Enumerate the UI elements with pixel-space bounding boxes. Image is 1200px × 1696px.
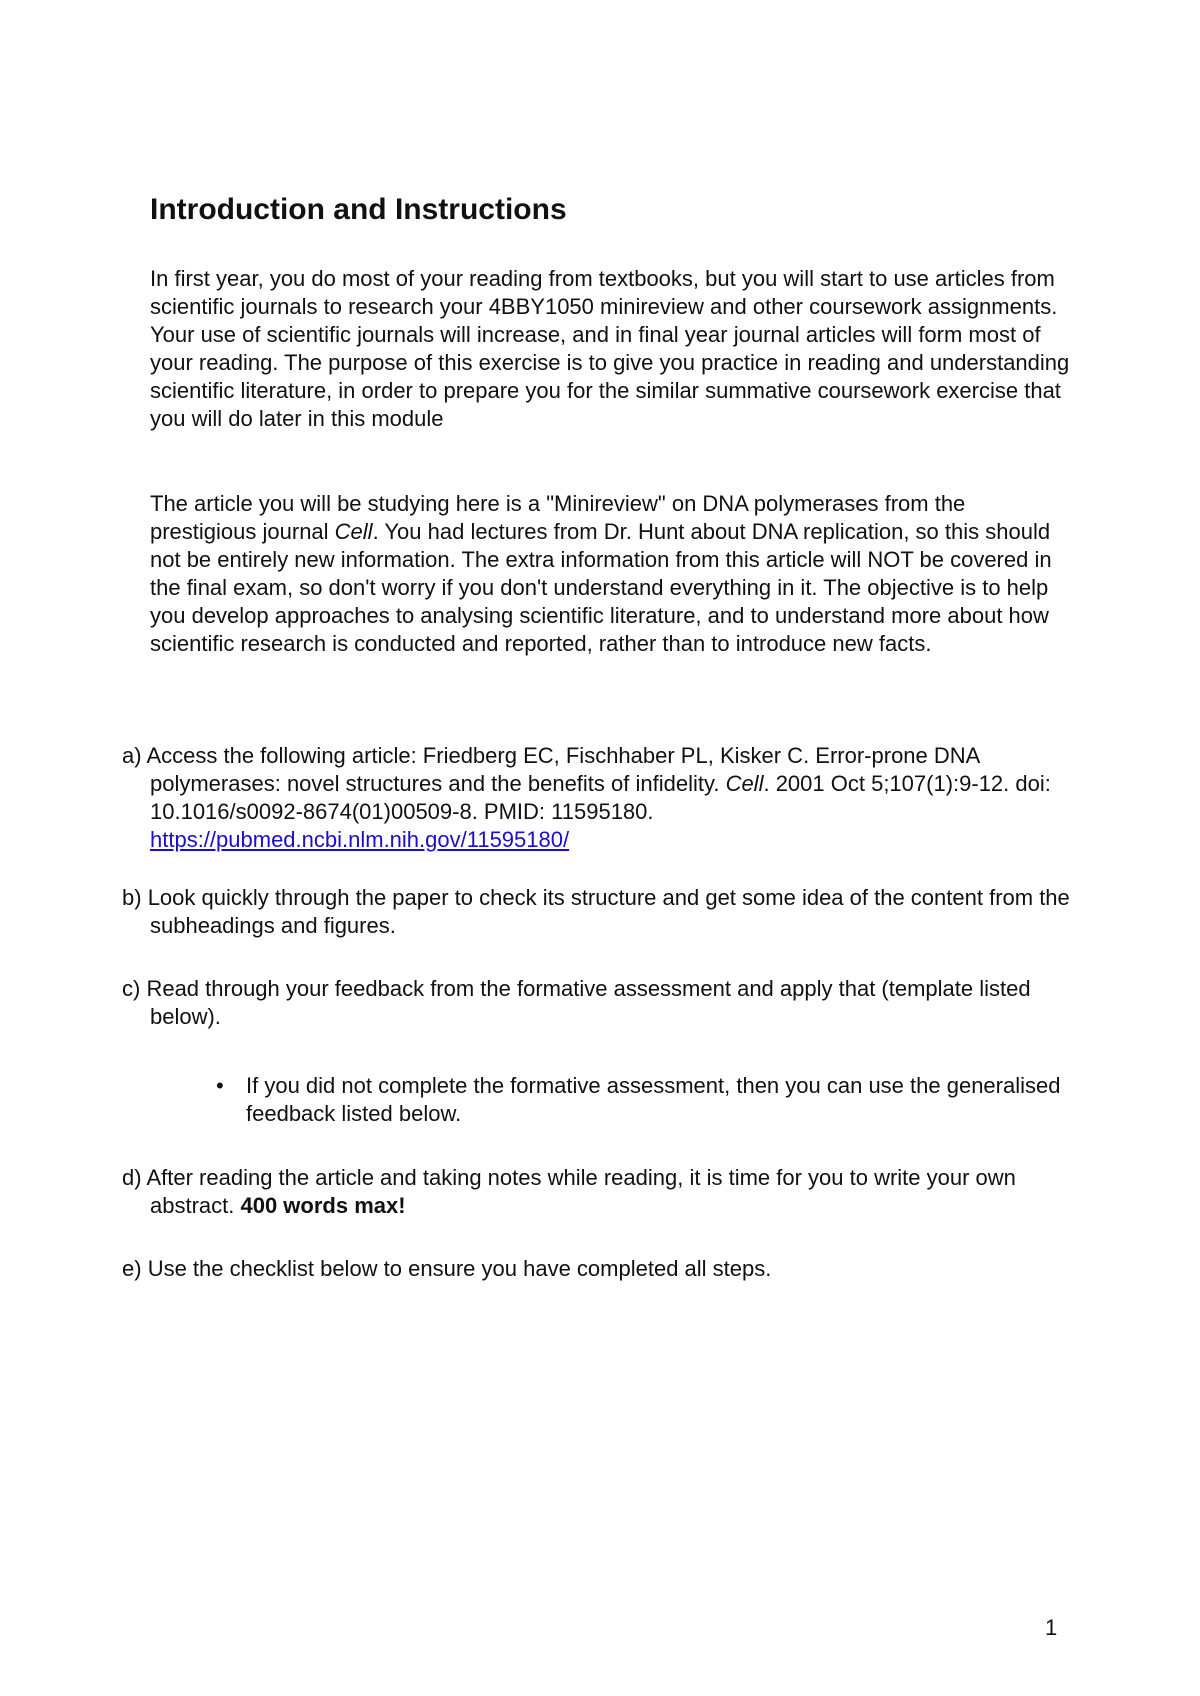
intro-paragraph-2-text: The article you will be studying here is a "Minireview" on DNA polymerases from the prestigious journal bbox=[150, 491, 966, 544]
step-a-citation: . 2001 Oct 5;107(1):9-12. doi: 10.1016/s0092-8674(01)00509-8. PMID: 11595180. bbox=[150, 771, 1051, 824]
step-b bbox=[122, 884, 1100, 940]
step-c-bullet-text: If you did not complete the formative assessment, then you can use the generalised feedback listed below. bbox=[246, 1073, 1061, 1126]
word-limit: 400 words max! bbox=[240, 1193, 406, 1218]
intro-paragraph-2-text-cont: . You had lectures from Dr. Hunt about DNA replication, so this should not be entirely new information. The extra information from this article will NOT be covered in the final exam, so don't worry if you don't understand everything in it. The objective is to help you develop approaches to analysing scientific literature, and to understand more about how scientific research is conducted and reported, rather than to introduce new facts. bbox=[150, 519, 1052, 656]
pubmed-link[interactable]: https://pubmed.ncbi.nlm.nih.gov/11595180/ bbox=[150, 827, 570, 852]
step-c bbox=[122, 975, 1100, 1031]
intro-paragraph-1: In first year, you do most of your reading from textbooks, but you will start to use articles from scientific journals to research your 4BBY1050 minireview and other coursework assignments. Your use of scientific journals will increase, and in final year journal articles will form most of your reading. The purpose of this exercise is to give you practice in reading and understanding scientific literature, in order to prepare you for the similar summative coursework exercise that you will do later in this module bbox=[150, 266, 1070, 431]
step-e bbox=[122, 1255, 1100, 1283]
intro-paragraph-2 bbox=[150, 490, 1070, 658]
step-c-text: Read through your feedback from the formative assessment and apply that (template listed below). bbox=[146, 976, 1031, 1029]
step-d-label: d) bbox=[122, 1165, 142, 1190]
step-c-bullet bbox=[216, 1072, 1086, 1128]
page-number: 1 bbox=[1045, 1615, 1058, 1640]
step-c-label: c) bbox=[122, 976, 141, 1001]
step-b-label: b) bbox=[122, 885, 142, 910]
step-e-text: Use the checklist below to ensure you have completed all steps. bbox=[147, 1256, 772, 1281]
step-e-label: e) bbox=[122, 1256, 142, 1281]
page-title: Introduction and Instructions bbox=[150, 193, 567, 226]
bullet-icon: • bbox=[216, 1073, 224, 1098]
journal-name: Cell bbox=[334, 519, 373, 544]
step-b-text: Look quickly through the paper to check its structure and get some idea of the content from the subheadings and figures. bbox=[147, 885, 1070, 938]
step-d bbox=[122, 1164, 1100, 1220]
step-a-label: a) bbox=[122, 743, 142, 768]
step-a-journal: Cell bbox=[725, 771, 764, 796]
step-d-text: After reading the article and taking notes while reading, it is time for you to write your own abstract. bbox=[146, 1165, 1016, 1218]
step-a-text: Access the following article: Friedberg EC, Fischhaber PL, Kisker C. Error-prone DNA polymerases: novel structures and the benefits of infidelity. bbox=[146, 743, 980, 796]
step-a bbox=[122, 742, 1100, 854]
